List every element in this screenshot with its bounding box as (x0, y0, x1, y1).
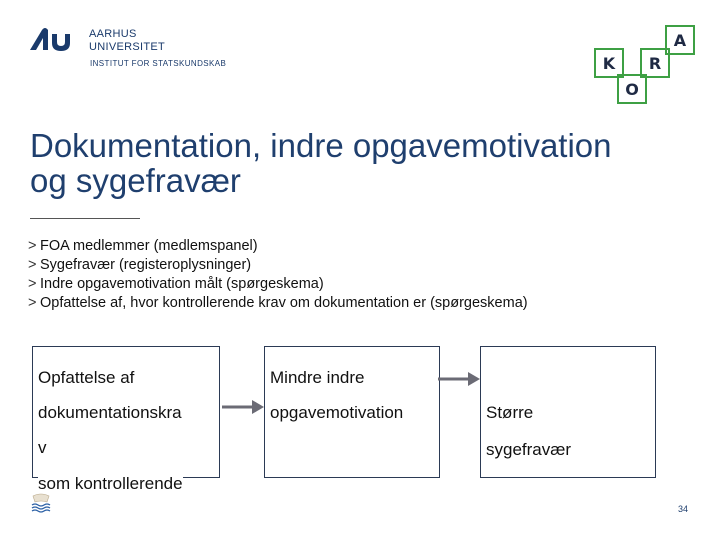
bullet-text: Sygefravær (registeroplysninger) (40, 257, 252, 273)
bullet-item (28, 256, 528, 275)
aarhus-university-logo-icon (28, 26, 76, 52)
title-divider (30, 218, 140, 219)
box1-line1: Opfattelse af (38, 368, 135, 387)
slide-title-line1: Dokumentation, indre opgavemotivation (30, 127, 612, 164)
university-name-line2: UNIVERSITET (89, 41, 166, 53)
bullet-text: Indre opgavemotivation målt (spørgeskema) (40, 276, 324, 292)
bullet-marker: > (28, 238, 37, 254)
university-name (89, 28, 165, 54)
bullet-list (28, 237, 528, 313)
bullet-item (28, 294, 528, 313)
arrow-right-icon (436, 368, 482, 390)
box1-line2: dokumentationskra (38, 403, 182, 422)
bullet-text: FOA medlemmer (medlemspanel) (40, 238, 258, 254)
bullet-marker: > (28, 295, 37, 311)
bullet-marker: > (28, 257, 37, 273)
kora-letter-k: K (594, 48, 624, 78)
university-name-line1: AARHUS (89, 28, 137, 40)
box2-line2: opgavemotivation (270, 403, 404, 422)
bullet-item (28, 275, 528, 294)
box2-line1: Mindre indre (270, 368, 365, 387)
kora-letter-o: O (617, 74, 647, 104)
box1-line3: v (38, 438, 47, 457)
box3-line1: Større (486, 403, 534, 422)
bullet-item (28, 237, 528, 256)
kora-letter-r: R (640, 48, 670, 78)
institute-name: INSTITUT FOR STATSKUNDSKAB (90, 59, 227, 68)
page-number: 34 (677, 504, 688, 514)
arrow-right-icon (220, 396, 266, 418)
box3-line2: sygefravær (486, 440, 572, 459)
slide-title (30, 128, 710, 198)
bullet-text: Opfattelse af, hvor kontrollerende krav om dokumentation er (spørgeskema) (40, 295, 528, 311)
box1-line4: som kontrollerende (38, 474, 183, 493)
bullet-marker: > (28, 276, 37, 292)
slide-title-line2: og sygefravær (30, 162, 241, 199)
kora-letter-a: A (665, 25, 695, 55)
university-seal-icon (30, 492, 52, 514)
